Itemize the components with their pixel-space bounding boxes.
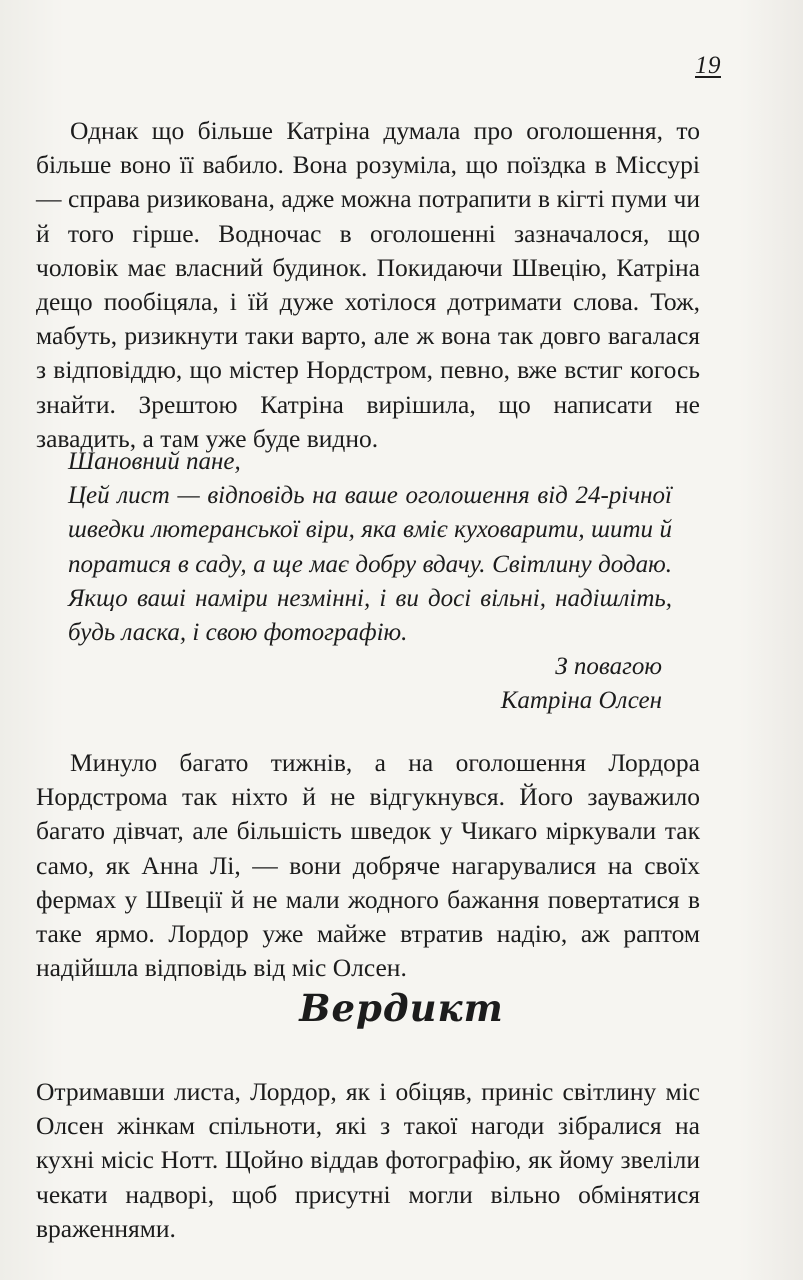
paragraph-1 — [36, 114, 700, 456]
letter-salutation: Шановний пане, — [68, 448, 241, 475]
page-number: 19 — [695, 52, 721, 79]
letter-closing: З повагою — [555, 653, 662, 681]
letter-body: Цей лист — відповідь на ваше оголошення від 24-річної шведки лютеранської віри, яка вміє куховарити, шити й поратися в саду, а ще має добру вдачу. Світлину додаю. Якщо ваші наміри незмінні, і ви досі вільні, надішліть, будь ласка, і свою фотографію. — [68, 482, 672, 647]
paragraph-3-text: Отримавши листа, Лордор, як і обіцяв, приніс світлину міс Олсен жінкам спільноти, які з такої нагоди зібралися на кухні місіс Нотт. Щойно віддав фотографію, як йому звеліли чекати надворі, щоб присутні могли вільно обмінятися враженнями. — [36, 1077, 700, 1243]
letter-block — [68, 445, 672, 719]
paragraph-2-text: Минуло багато тижнів, а на оголошення Лордора Нордстрома так ніхто й не відгукнувся. Його зауважило багато дівчат, але більшість шведок у Чикаго міркували так само, як Анна Лі, — вони добряче нагарувалися на своїх фермах у Швеції й не мали жодного бажання повертатися в таке ярмо. Лордор уже майже втратив надію, аж раптом надійшла відповідь від міс Олсен. — [36, 748, 700, 983]
paragraph-2 — [36, 746, 700, 985]
paragraph-3 — [36, 1075, 700, 1246]
section-heading: Вердикт — [299, 986, 504, 1030]
letter-signature: Катріна Олсен — [500, 687, 662, 715]
paragraph-1-text: Однак що більше Катріна думала про оголошення, то більше воно її вабило. Вона розуміла, що поїздка в Міссурі — справа ризикована, адже можна потрапити в кігті пуми чи й того гірше. Водночас в оголошенні зазначалося, що чоловік має власний будинок. Покидаючи Швецію, Катріна дещо пообіцяла, і їй дуже хотілося дотримати слова. Тож, мабуть, ризикнути таки варто, але ж вона так довго вагалася з відповіддю, що містер Нордстром, певно, вже встиг когось знайти. Зрештою Катріна вирішила, що написати не завадить, а там уже буде видно. — [36, 116, 700, 453]
